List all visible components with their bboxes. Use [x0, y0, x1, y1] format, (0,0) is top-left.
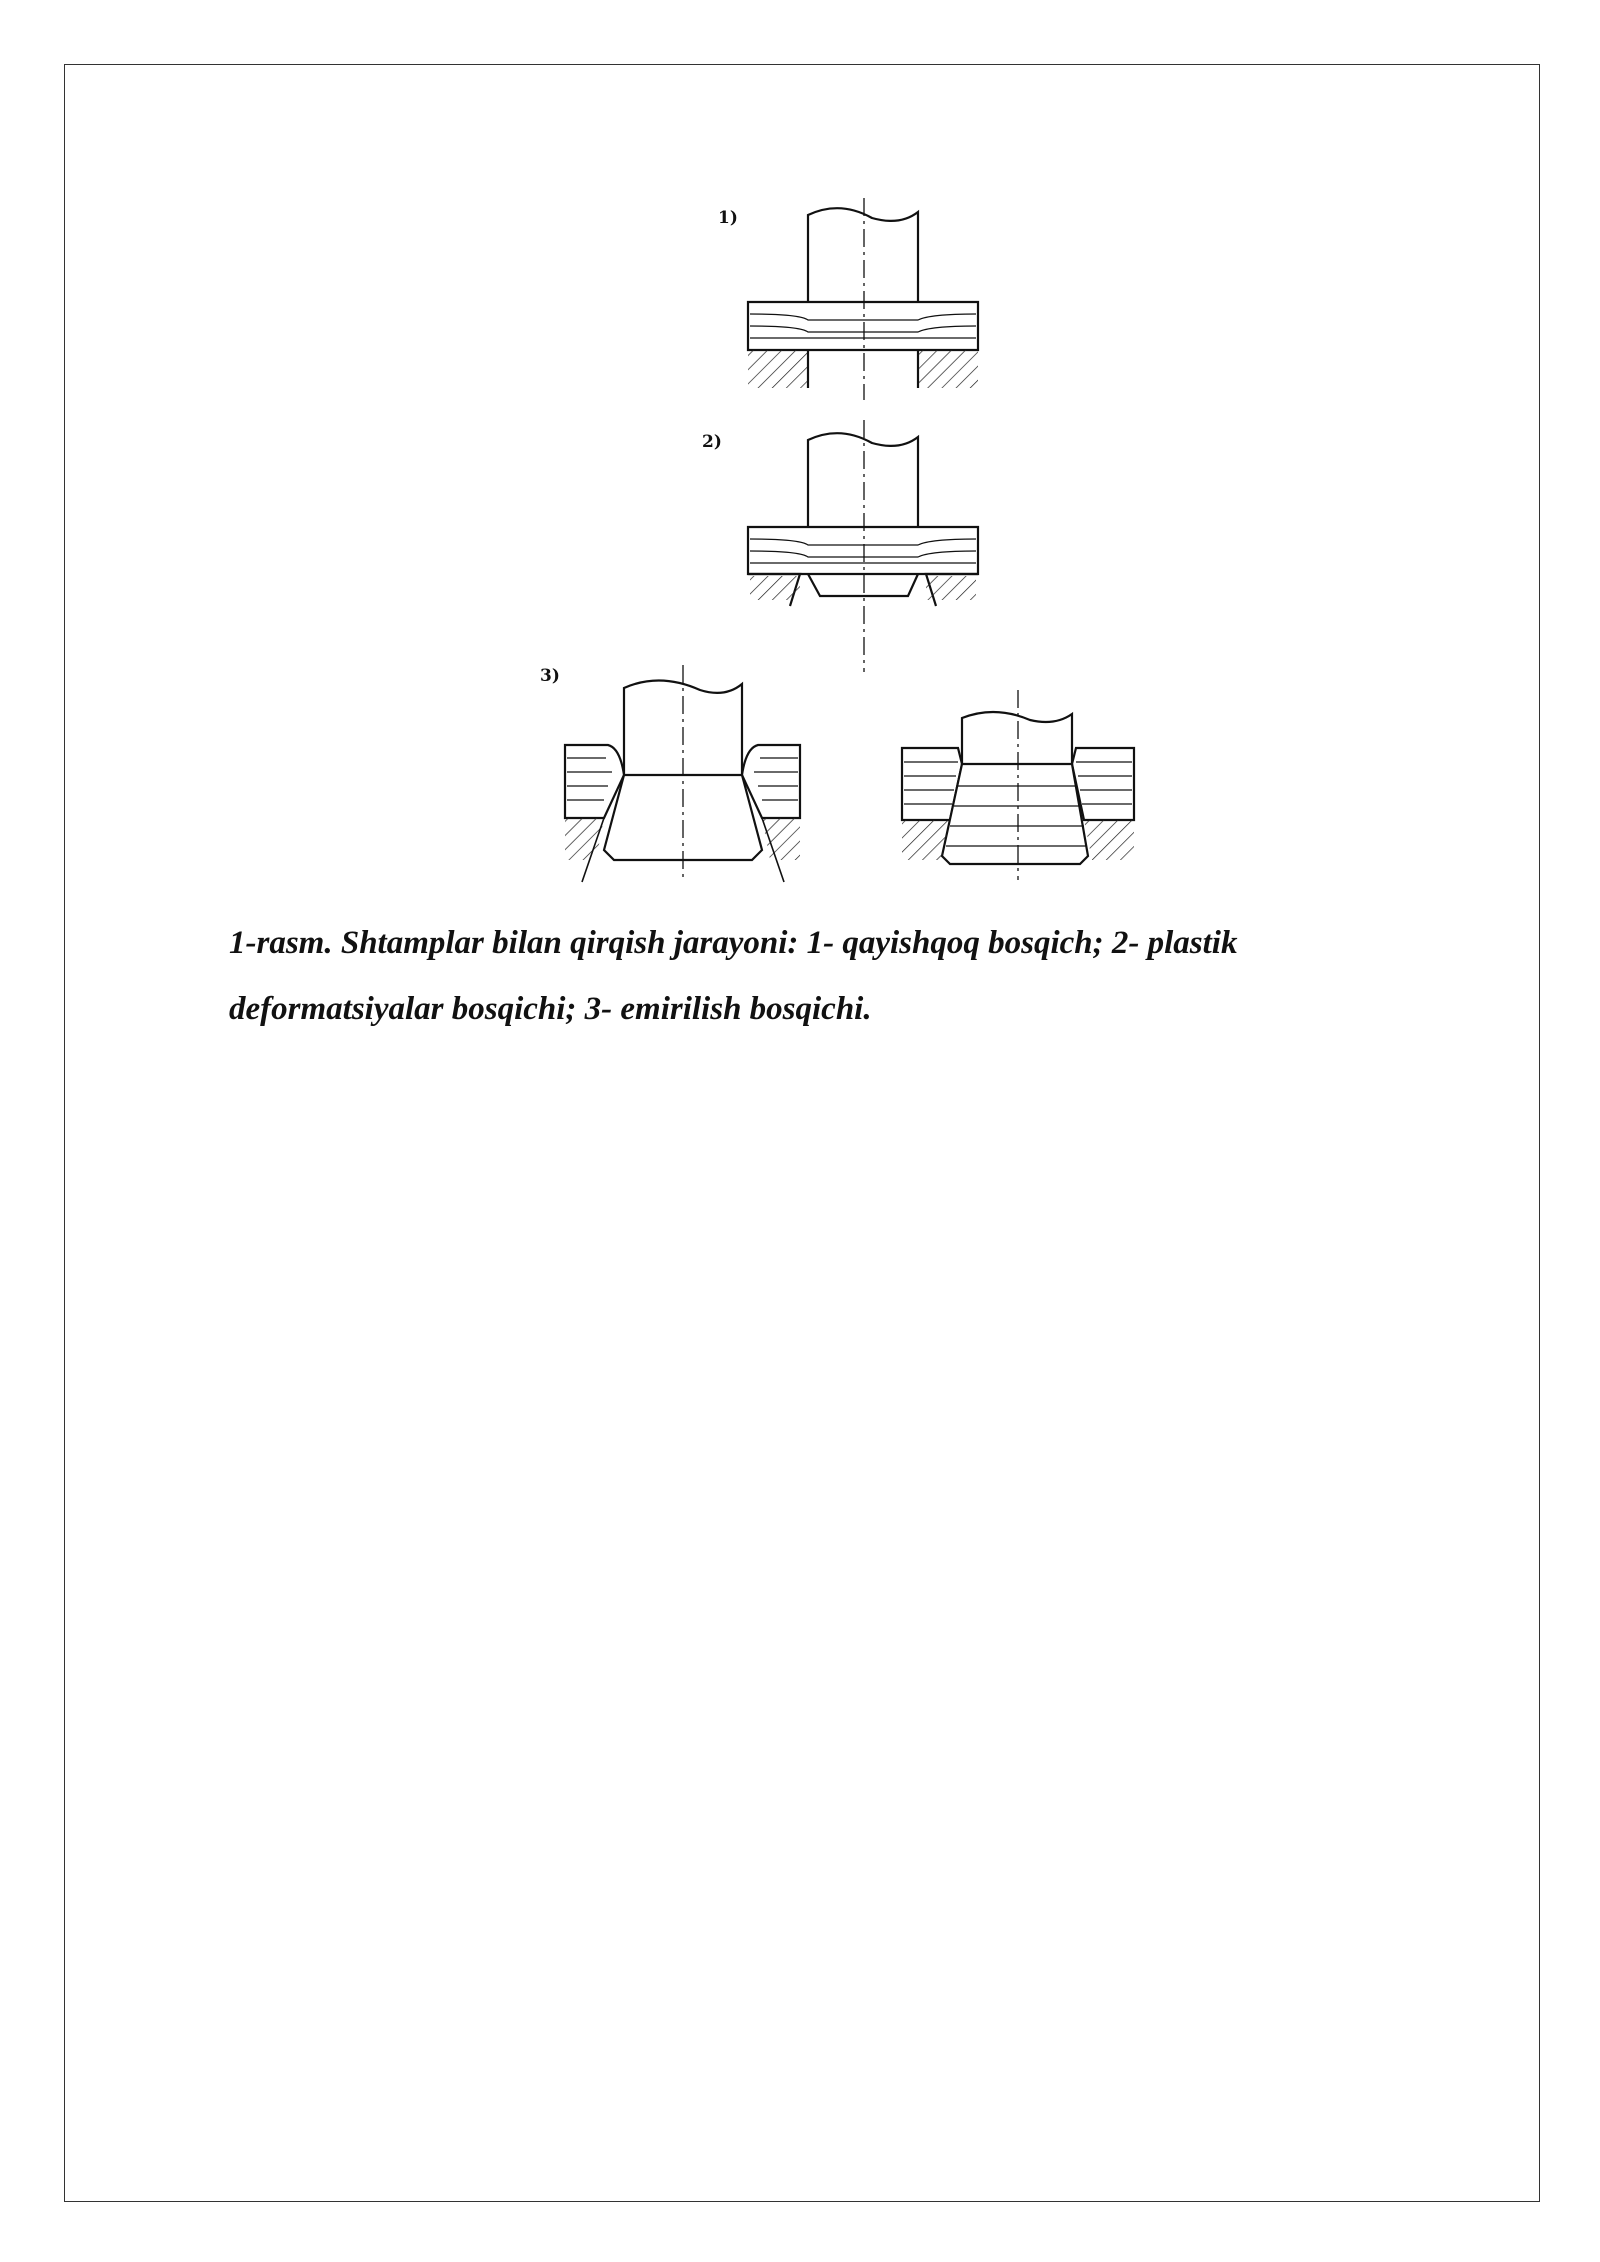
stage-label-1: 1) [718, 208, 738, 228]
stage-3-right-drawing [902, 690, 1134, 880]
stage-3-left-drawing [565, 665, 800, 882]
stage-1-drawing [748, 198, 978, 400]
shearing-diagram [0, 0, 1600, 900]
caption-line-1: 1-rasm. Shtamplar bilan qirqish jarayoni: 1- qayishqoq bosqich; 2- plastik [229, 925, 1238, 961]
stage-label-3: 3) [540, 666, 560, 686]
figure-caption [229, 910, 1429, 1042]
caption-line-2: deformatsiyalar bosqichi; 3- emirilish bosqichi. [229, 991, 872, 1027]
stage-2-drawing [748, 420, 978, 672]
stage-label-2: 2) [702, 432, 722, 452]
shearing-stages-figure [0, 0, 1600, 900]
